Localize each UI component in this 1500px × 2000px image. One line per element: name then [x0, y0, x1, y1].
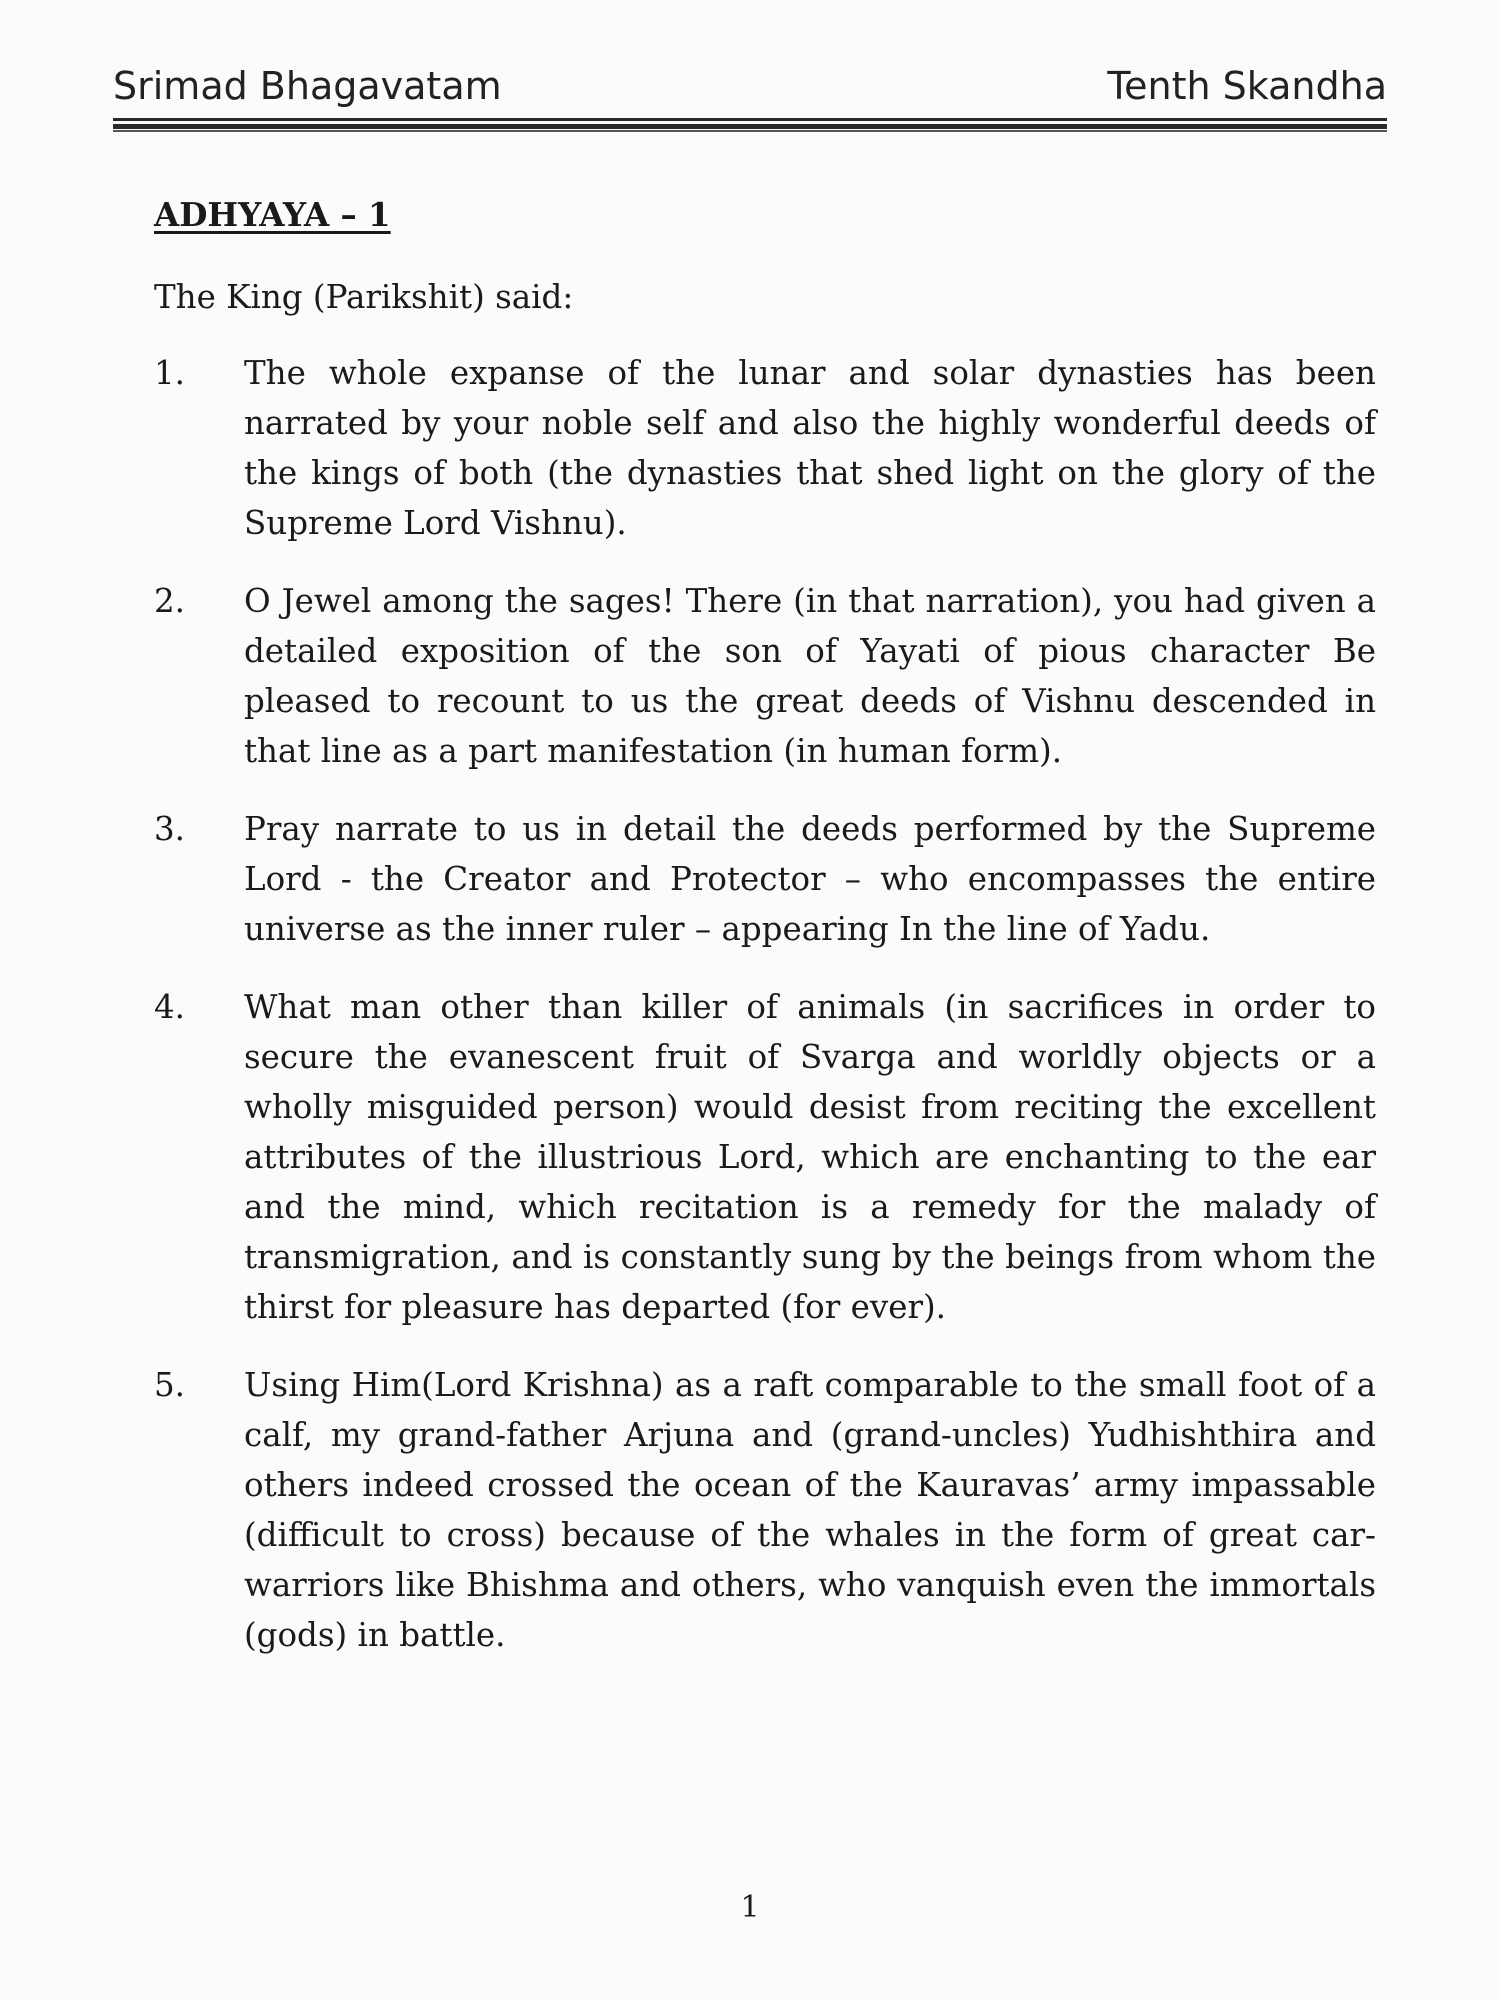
verse-4: [154, 982, 1376, 1332]
verse-number: 5.: [154, 1366, 186, 1404]
book-title: Srimad Bhagavatam: [113, 64, 502, 108]
verse-text: The whole expanse of the lunar and solar dynasties has been narrated by your noble self and also the highly wonderful deeds of the kings of both (the dynasties that shed light on the glory of the Supreme Lord Vishnu).: [244, 354, 1376, 542]
page-header: [113, 58, 1387, 108]
page-number: 1: [740, 1890, 760, 1925]
verse-text: Pray narrate to us in detail the deeds performed by the Supreme Lord - the Creator and Protector – who encompasses the entire universe as the inner ruler – appearing In the line of Yadu.: [244, 810, 1376, 948]
section-title: Tenth Skandha: [1107, 64, 1387, 108]
verse-3: [154, 804, 1376, 954]
verse-5: [154, 1360, 1376, 1660]
chapter-intro: The King (Parikshit) said:: [154, 278, 574, 316]
verse-number: 3.: [154, 810, 186, 848]
verse-text: What man other than killer of animals (in sacrifices in order to secure the evanescent fruit of Svarga and worldly objects or a wholly misguided person) would desist from reciting the excellent attributes of the illustrious Lord, which are enchanting to the ear and the mind, which recitation is a remedy for the malady of transmigration, and is constantly sung by the beings from whom the thirst for pleasure has departed (for ever).: [244, 988, 1376, 1326]
verse-number: 2.: [154, 582, 186, 620]
verse-number: 4.: [154, 988, 186, 1026]
chapter-heading: ADHYAYA – 1: [154, 195, 391, 234]
page-body: [154, 190, 1376, 1660]
verse-text: Using Him(Lord Krishna) as a raft comparable to the small foot of a calf, my grand-father Arjuna and (grand-uncles) Yudhishthira and others indeed crossed the ocean of the Kauravas’ army impassable (difficult to cross) because of the whales in the form of great car-warriors like Bhishma and others, who vanquish even the immortals (gods) in battle.: [244, 1366, 1376, 1654]
verse-text: O Jewel among the sages! There (in that narration), you had given a detailed exposition of the son of Yayati of pious character Be pleased to recount to us the great deeds of Vishnu descended in that line as a part manifestation (in human form).: [244, 582, 1376, 770]
header-rule: [113, 118, 1387, 132]
verse-2: [154, 576, 1376, 776]
verse-1: [154, 348, 1376, 548]
verse-number: 1.: [154, 354, 186, 392]
